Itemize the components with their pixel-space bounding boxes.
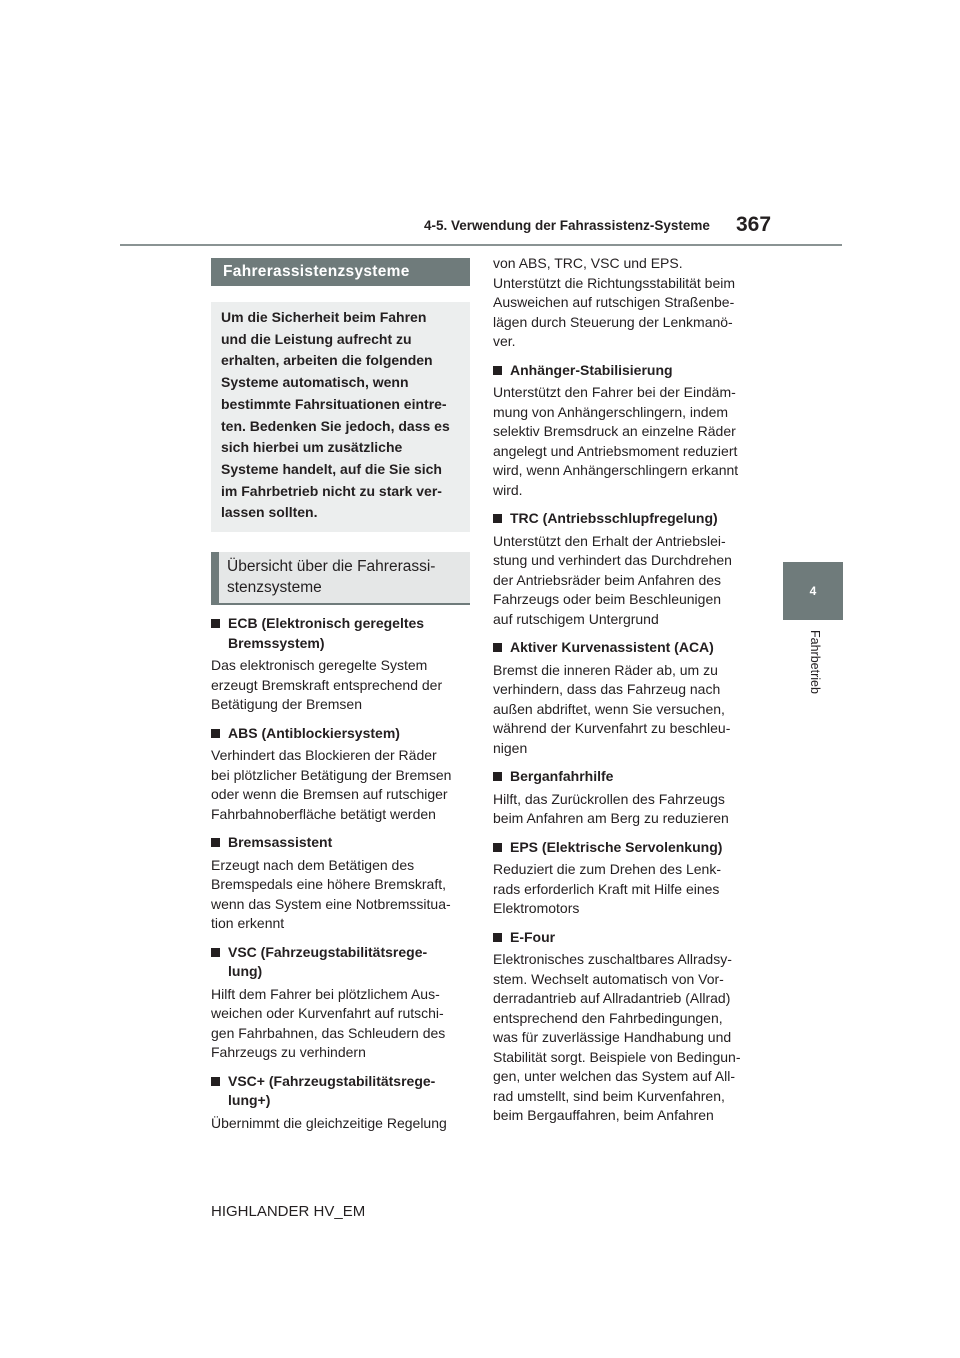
item-description <box>211 985 470 1063</box>
item-heading <box>493 767 753 787</box>
text-line: Verhindert das Blockieren der Räder <box>211 747 437 764</box>
text-line: beim Anfahren am Berg zu reduzieren <box>493 810 729 826</box>
item-heading <box>493 638 753 658</box>
text-line: Erzeugt nach dem Betätigen des <box>211 856 415 873</box>
item-description <box>493 532 753 630</box>
text-line: stung und verhindert das Durchdrehen <box>493 552 732 568</box>
text-line: Unterstützt den Erhalt der Antriebslei- <box>493 532 726 549</box>
text-line: stenzsysteme <box>227 579 322 597</box>
text-line: Systeme handelt, auf die Sie sich <box>221 460 442 477</box>
list-item <box>493 767 753 829</box>
text-line: wird. <box>493 481 523 498</box>
text-line: lassen sollten. <box>221 504 318 521</box>
text-line: Unterstützt den Fahrer bei der Eindäm- <box>493 384 736 400</box>
text-line: EPS (Elektrische Servolenkung) <box>510 838 723 855</box>
text-line: Ausweichen auf rutschigen Straßenbe- <box>493 294 735 310</box>
text-line: auf rutschigem Untergrund <box>493 610 659 627</box>
square-bullet-icon <box>211 619 220 628</box>
text-line: Bremspedals eine höhere Bremskraft, <box>211 876 446 893</box>
header-divider <box>120 244 842 246</box>
text-line: bestimmte Fahrsituationen eintre- <box>221 395 447 412</box>
list-item <box>493 361 753 501</box>
item-heading <box>211 833 470 853</box>
text-line: Bremssystem) <box>228 634 325 651</box>
right-item-list <box>493 361 753 1126</box>
section-title-fahrerassistenzsysteme: Fahrerassistenzsysteme <box>211 258 470 286</box>
square-bullet-icon <box>211 838 220 847</box>
chapter-tab-label: Fahrbetrieb <box>808 630 822 694</box>
item-description <box>211 656 470 715</box>
intro-box <box>211 302 470 532</box>
list-item <box>493 638 753 758</box>
text-line: VSC+ (Fahrzeugstabilitätsrege- <box>228 1072 436 1089</box>
text-line: Das elektronisch geregelte System <box>211 657 428 674</box>
text-line: Hilft dem Fahrer bei plötzlichem Aus- <box>211 985 440 1002</box>
text-line: rads erforderlich Kraft mit Hilfe eines <box>493 880 720 897</box>
text-line: Bremst die inneren Räder ab, um zu <box>493 661 718 678</box>
list-item <box>211 724 470 825</box>
square-bullet-icon <box>211 1077 220 1086</box>
text-line: gen, unter welchen das System auf All- <box>493 1068 736 1084</box>
text-line: VSC (Fahrzeugstabilitätsrege- <box>228 943 428 960</box>
text-line: was für zuverlässige Handhabung und <box>493 1029 732 1045</box>
item-heading <box>211 724 470 744</box>
item-description <box>493 860 753 919</box>
list-item <box>211 943 470 1063</box>
text-line: Bremsassistent <box>228 834 333 851</box>
text-line: lung) <box>228 963 263 980</box>
text-line: Elektronisches zuschaltbares Allradsy- <box>493 951 732 967</box>
square-bullet-icon <box>493 514 502 523</box>
list-item <box>211 833 470 934</box>
item-heading <box>493 928 753 948</box>
text-line: entsprechend den Fahrbedingungen, <box>493 1009 723 1026</box>
right-column <box>493 254 753 1126</box>
square-bullet-icon <box>211 948 220 957</box>
item-description <box>493 790 753 829</box>
text-line: Betätigung der Bremsen <box>211 696 362 713</box>
item-heading <box>493 838 753 858</box>
item-description <box>211 1114 470 1134</box>
text-line: selektiv Bremsdruck an einzelne Räder <box>493 423 736 439</box>
text-line: beim Bergauffahren, beim Anfahren <box>493 1107 714 1123</box>
list-item <box>211 614 470 715</box>
text-line: erhalten, arbeiten die folgenden <box>221 352 433 369</box>
continued-text <box>493 254 753 352</box>
text-line: Aktiver Kurvenassistent (ACA) <box>510 639 714 655</box>
list-item <box>493 509 753 629</box>
item-heading <box>211 943 470 982</box>
text-line: verhindern, dass das Fahrzeug nach <box>493 681 721 697</box>
text-line: gen Fahrbahnen, das Schleudern des <box>211 1024 446 1041</box>
item-heading <box>211 1072 470 1111</box>
text-line: tion erkennt <box>211 915 285 932</box>
text-line: oder wenn die Bremsen auf rutschiger <box>211 786 448 803</box>
item-description <box>493 661 753 759</box>
text-line: TRC (Antriebsschlupfregelung) <box>510 510 718 526</box>
text-line: im Fahrbetrieb nicht zu stark ver- <box>221 482 442 499</box>
item-description <box>493 383 753 500</box>
text-line: Fahrbahnoberfläche betätigt werden <box>211 805 436 822</box>
square-bullet-icon <box>493 772 502 781</box>
text-line: Um die Sicherheit beim Fahren <box>221 309 427 325</box>
text-line: bei plötzlicher Betätigung der Bremsen <box>211 766 452 783</box>
text-line: wenn das System eine Notbremssitua- <box>211 895 451 912</box>
square-bullet-icon <box>493 933 502 942</box>
square-bullet-icon <box>493 366 502 375</box>
list-item <box>211 1072 470 1134</box>
text-line: sich hierbei um zusätzliche <box>221 439 403 456</box>
text-line: während der Kurvenfahrt zu beschleu- <box>493 720 731 736</box>
text-line: lägen durch Steuerung der Lenkmanö- <box>493 313 733 330</box>
section-title-overview <box>211 552 470 605</box>
text-line: Übersicht über die Fahrerassi- <box>227 558 436 576</box>
left-item-list <box>211 614 470 1133</box>
text-line: ver. <box>493 333 516 349</box>
footer-model: HIGHLANDER HV_EM <box>211 1203 366 1220</box>
text-line: rad umstellt, sind beim Kurvenfahren, <box>493 1087 725 1104</box>
page-number: 367 <box>736 213 772 236</box>
text-line: weichen oder Kurvenfahrt auf rutschi- <box>211 1005 444 1022</box>
text-line: angelegt und Antriebsmoment reduziert <box>493 442 738 459</box>
text-line: derradantrieb auf Allradantrieb (Allrad) <box>493 990 731 1006</box>
item-description <box>211 746 470 824</box>
text-line: Anhänger-Stabilisierung <box>510 361 673 378</box>
text-line: Übernimmt die gleichzeitige Regelung <box>211 1114 447 1131</box>
text-line: Berganfahrhilfe <box>510 768 614 784</box>
text-line: Reduziert die zum Drehen des Lenk- <box>493 861 722 877</box>
list-item <box>493 928 753 1126</box>
chapter-tab-number: 4 <box>783 562 843 620</box>
text-line: ABS (Antiblockiersystem) <box>228 724 400 741</box>
text-line: mung von Anhängerschlingern, indem <box>493 403 729 420</box>
text-line: stem. Wechselt automatisch von Vor- <box>493 970 724 987</box>
text-line: ten. Bedenken Sie jedoch, dass es <box>221 417 450 434</box>
text-line: nigen <box>493 739 528 756</box>
item-description <box>211 856 470 934</box>
item-heading <box>493 509 753 529</box>
text-line: und die Leistung aufrecht zu <box>221 330 412 347</box>
text-line: Systeme automatisch, wenn <box>221 374 409 391</box>
list-item <box>493 838 753 919</box>
text-line: Fahrzeugs oder beim Beschleunigen <box>493 591 722 607</box>
text-line: erzeugt Bremskraft entsprechend der <box>211 676 443 693</box>
left-column <box>211 258 470 1133</box>
square-bullet-icon <box>211 729 220 738</box>
text-line: lung+) <box>228 1092 271 1109</box>
text-line: Elektromotors <box>493 900 580 916</box>
item-description <box>493 950 753 1126</box>
text-line: ECB (Elektronisch geregeltes <box>228 615 425 632</box>
text-line: außen abdriftet, wenn Sie versuchen, <box>493 700 725 717</box>
square-bullet-icon <box>493 843 502 852</box>
square-bullet-icon <box>493 643 502 652</box>
text-line: Stabilität sorgt. Beispiele von Bedingun- <box>493 1048 741 1065</box>
text-line: von ABS, TRC, VSC und EPS. <box>493 255 683 271</box>
text-line: Unterstützt die Richtungsstabilität beim <box>493 274 735 291</box>
item-heading <box>211 614 470 653</box>
text-line: Fahrzeugs zu verhindern <box>211 1044 366 1061</box>
text-line: wird, wenn Anhängerschlingern erkannt <box>493 462 739 478</box>
text-line: Hilft, das Zurückrollen des Fahrzeugs <box>493 790 725 807</box>
text-line: der Antriebsräder beim Anfahren des <box>493 571 722 588</box>
chapter-header-title: 4-5. Verwendung der Fahrassistenz-Systeme <box>424 218 710 233</box>
item-heading <box>493 361 753 381</box>
text-line: E-Four <box>510 928 556 945</box>
